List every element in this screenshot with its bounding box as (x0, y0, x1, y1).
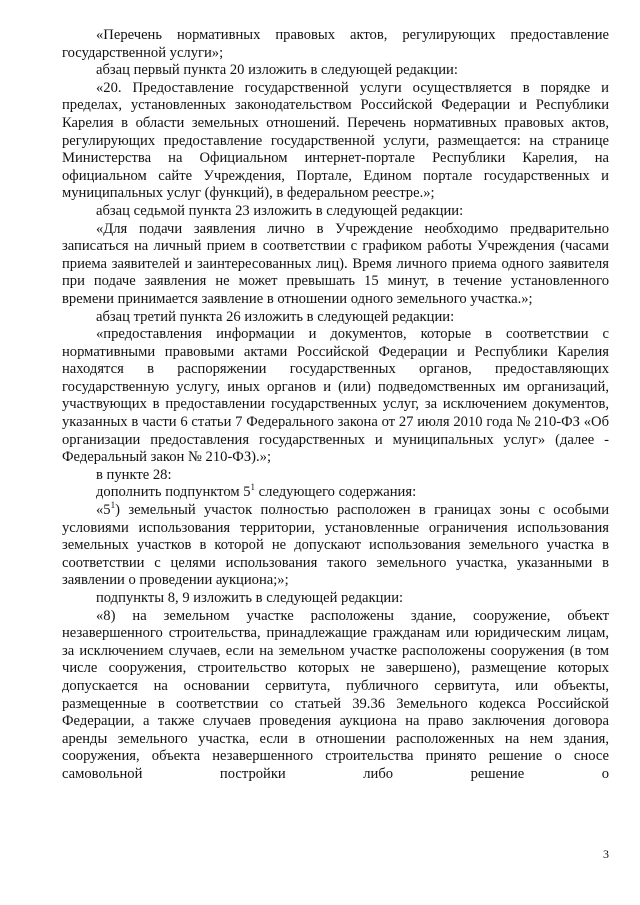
paragraph-4: абзац седьмой пункта 23 изложить в следующей редакции: (96, 202, 464, 219)
paragraph-1: «Перечень нормативных правовых актов, регулирующих предоставление государственной услуги»; (62, 27, 609, 61)
paragraph-10 (62, 502, 609, 590)
superscript: 1 (250, 482, 256, 493)
paragraph-9-after: следующего содержания: (255, 484, 417, 501)
paragraph-6: абзац третий пункта 26 изложить в следующей редакции: (96, 308, 455, 325)
paragraph-10-after: ) земельный участок полностью расположен в границах зоны с особыми условиями использования территории, установленные ограничения использования земельных участков в которой не допускают использования земельного участка в соответствии с целями использования такого земельного участка, указанными в заявлении о проведении аукциона;»; (62, 502, 609, 589)
paragraph-12: «8) на земельном участке расположены здание, сооружение, объект незавершенного строительства, принадлежащие гражданам или юридическим лицам, за исключением случаев, если на земельном участке расположены сооружения (в том числе сооружения, строительство которых не завершено), размещение которых допускается на основании сервитута, публичного сервитута, или объекты, размещенные в соответствии со статьей 39.36 Земельного кодекса Российской Федерации, а также случаев проведения аукциона на право заключения договора аренды земельного участка, если в отношении расположенных на нем здания, сооружения, объекта незавершенного строительства принято решение о сносе самовольной постройки либо решение о (62, 607, 609, 782)
paragraph-7: «предоставления информации и документов, которые в соответствии с нормативными правовыми актами Российской Федерации и Республики Карелия находятся в распоряжении государственных органов, предоставляющих государственную услугу, иных органов и (или) подведомственных им организаций, участвующих в предоставлении государственных услуг, за исключением документов, указанных в части 6 статьи 7 Федерального закона от 27 июля 2010 года № 210-ФЗ «Об организации предоставления государственных и муниципальных услуг» (далее - Федеральный закон № 210-ФЗ).»; (62, 326, 609, 466)
paragraph-2: абзац первый пункта 20 изложить в следующей редакции: (96, 62, 458, 79)
paragraph-9-before: дополнить подпунктом 5 (96, 484, 251, 501)
superscript: 1 (110, 500, 116, 511)
page-number: 3 (603, 847, 609, 861)
paragraph-11: подпункты 8, 9 изложить в следующей редакции: (96, 590, 404, 606)
paragraph-3: «20. Предоставление государственной услуги осуществляется в порядке и пределах, установленных законодательством Российской Федерации и Республики Карелия в области земельных отношений. Перечень нормативных правовых актов, регулирующих предоставление государственной услуги, размещается: на странице Министерства на Официальном интернет-портале Республики Карелия, на официальном сайте Учреждения, Портале, Едином портале государственных и муниципальных услуг (функций), в федеральном реестре.»; (62, 79, 609, 202)
paragraph-9 (62, 484, 609, 502)
paragraph-8: в пункте 28: (96, 466, 172, 483)
paragraph-5: «Для подачи заявления лично в Учреждение необходимо предварительно записаться на личный прием в соответствии с графиком работы Учреждения (часами приема заявителей и заинтересованных лиц). Время личного приема одного заявителя при подаче заявления не может превышать 15 минут, в течение установленного времени принимается заявление в отношении одного земельного участка.»; (62, 220, 609, 307)
paragraph-10-before: «5 (96, 502, 111, 519)
